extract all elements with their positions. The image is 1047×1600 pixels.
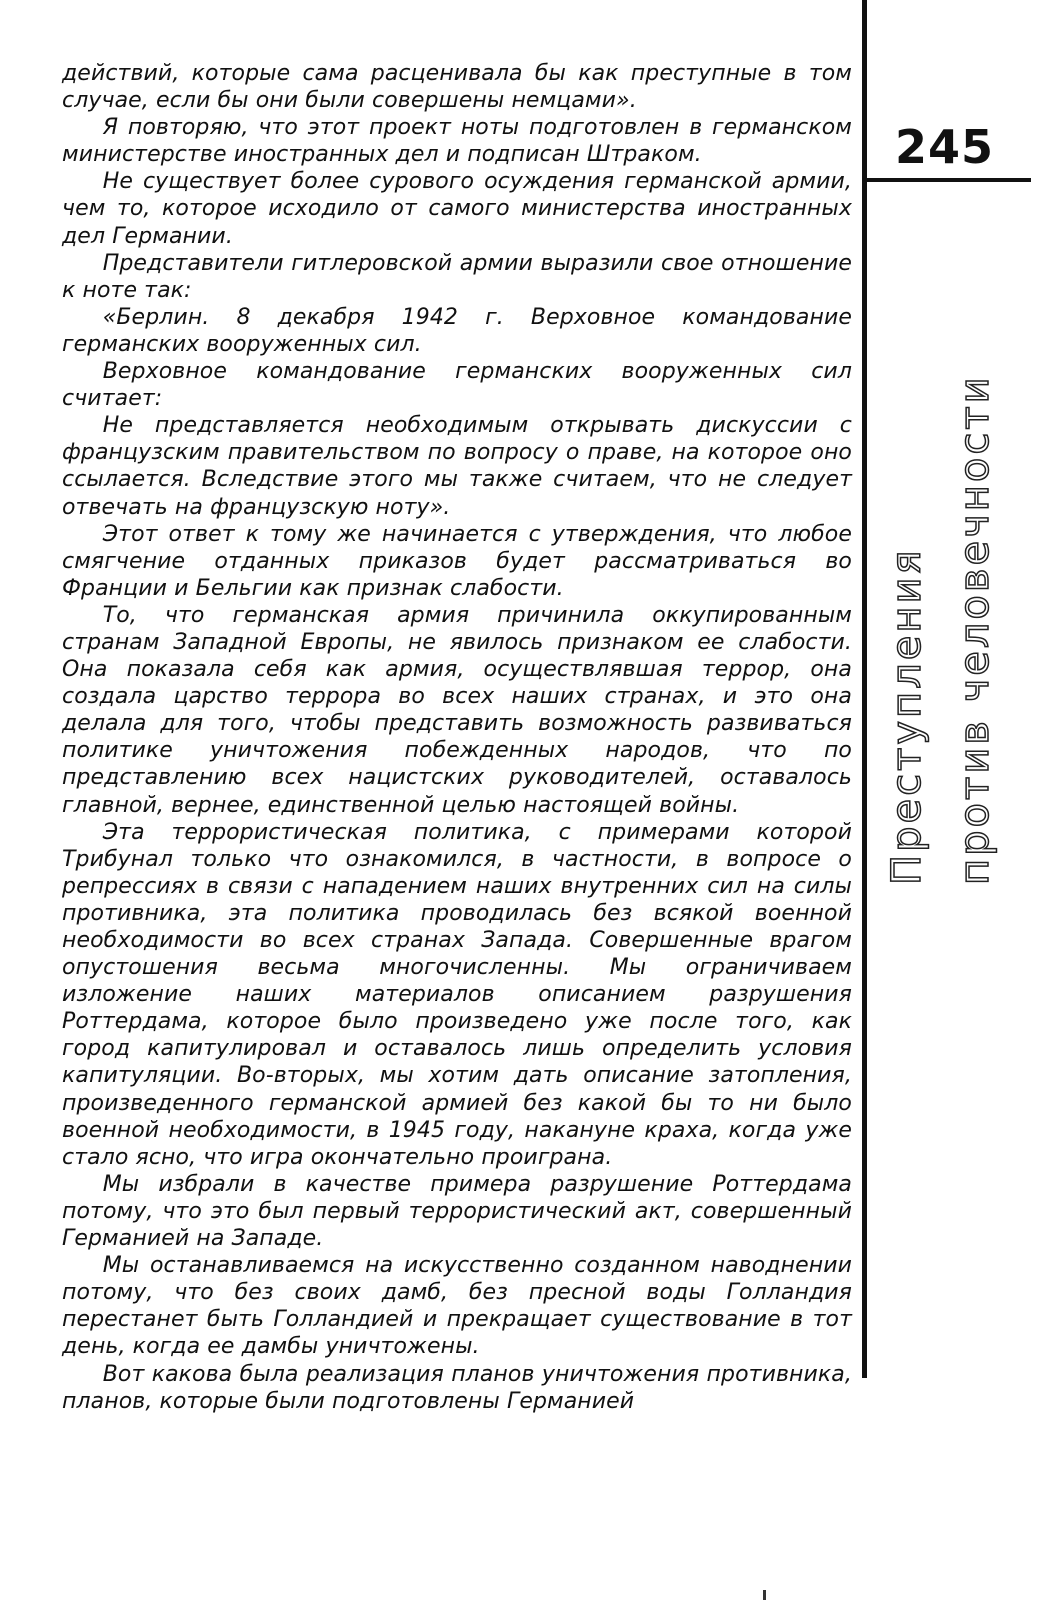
paragraph-9: То, что германская армия причинила оккупированным странам Западной Европы, не явилось признаком ее слабости. Она показала себя как армия, осуществлявшая террор, она создала царство террора во всех наших странах, и это она делала для того, чтобы представить возможность развиваться политике уничтожения побежденных народов, что по представлению всех нацистских руководителей, оставалось главной, вернее, единственной целью настоящей войны. (62, 602, 852, 818)
paragraph-11: Мы избрали в качестве примера разрушение Роттердама потому, что это был первый террористический акт, совершенный Германией на Западе. (62, 1171, 852, 1252)
body-text (62, 60, 852, 1415)
paragraph-13: Вот какова была реализация планов уничтожения противника, планов, которые были подготовлены Германией (62, 1361, 852, 1414)
paragraph-2: Я повторяю, что этот проект ноты подготовлен в германском министерстве иностранных дел и подписан Штраком. (62, 115, 852, 168)
paragraph-12: Мы останавливаемся на искусственно созданном наводнении потому, что без своих дамб, без пресной воды Голландия перестанет быть Голландией и прекращает существование в тот день, когда ее дамбы уничтожены. (62, 1253, 852, 1360)
print-mark (763, 1590, 766, 1600)
paragraph-4: Представители гитлеровской армии выразили свое отношение к ноте так: (62, 250, 852, 303)
paragraph-8: Этот ответ к тому же начинается с утверждения, что любое смягчение отданных приказов будет рассматриваться во Франции и Бельгии как признак слабости. (62, 521, 852, 601)
paragraph-6: Верховное командование германских вооруженных сил считает: (62, 359, 852, 412)
running-title-line-1: Преступления (884, 547, 930, 885)
page-number: 245 (895, 120, 995, 174)
paragraph-3: Не существует более сурового осуждения германской армии, чем то, которое исходило от самого министерства иностранных дел Германии. (62, 169, 852, 249)
paragraph-5: «Берлин. 8 декабря 1942 г. Верховное командование германских вооруженных сил. (62, 304, 852, 357)
margin-rule (862, 0, 867, 1378)
running-title-line-2: против человечности (952, 374, 998, 885)
page-number-underline (866, 178, 1031, 182)
paragraph-1: действий, которые сама расценивала бы как преступные в том случае, если бы они были совершены немцами». (62, 61, 852, 114)
paragraph-10: Эта террористическая политика, с примерами которой Трибунал только что ознакомился, в частности, в вопросе о репрессиях в связи с нападением наших внутренних сил на силы противника, эта политика проводилась без всякой военной необходимости во всех странах Запада. Совершенные врагом опустошения весьма многочисленны. Мы ограничиваем изложение наших материалов описанием разрушения Роттердама, которое было произведено уже после того, как город капитулировал и оставалось лишь определить условия капитуляции. Во-вторых, мы хотим дать описание затопления, произведенного германской армией без какой бы то ни было военной необходимости, в 1945 году, накануне краха, когда уже стало ясно, что игра окончательно проиграна. (62, 819, 852, 1170)
paragraph-7: Не представляется необходимым открывать дискуссии с французским правительством по вопросу о праве, на которое оно ссылается. Вследствие этого мы также считаем, что не следует отвечать на французскую ноту». (62, 413, 852, 520)
running-title (875, 195, 1030, 885)
